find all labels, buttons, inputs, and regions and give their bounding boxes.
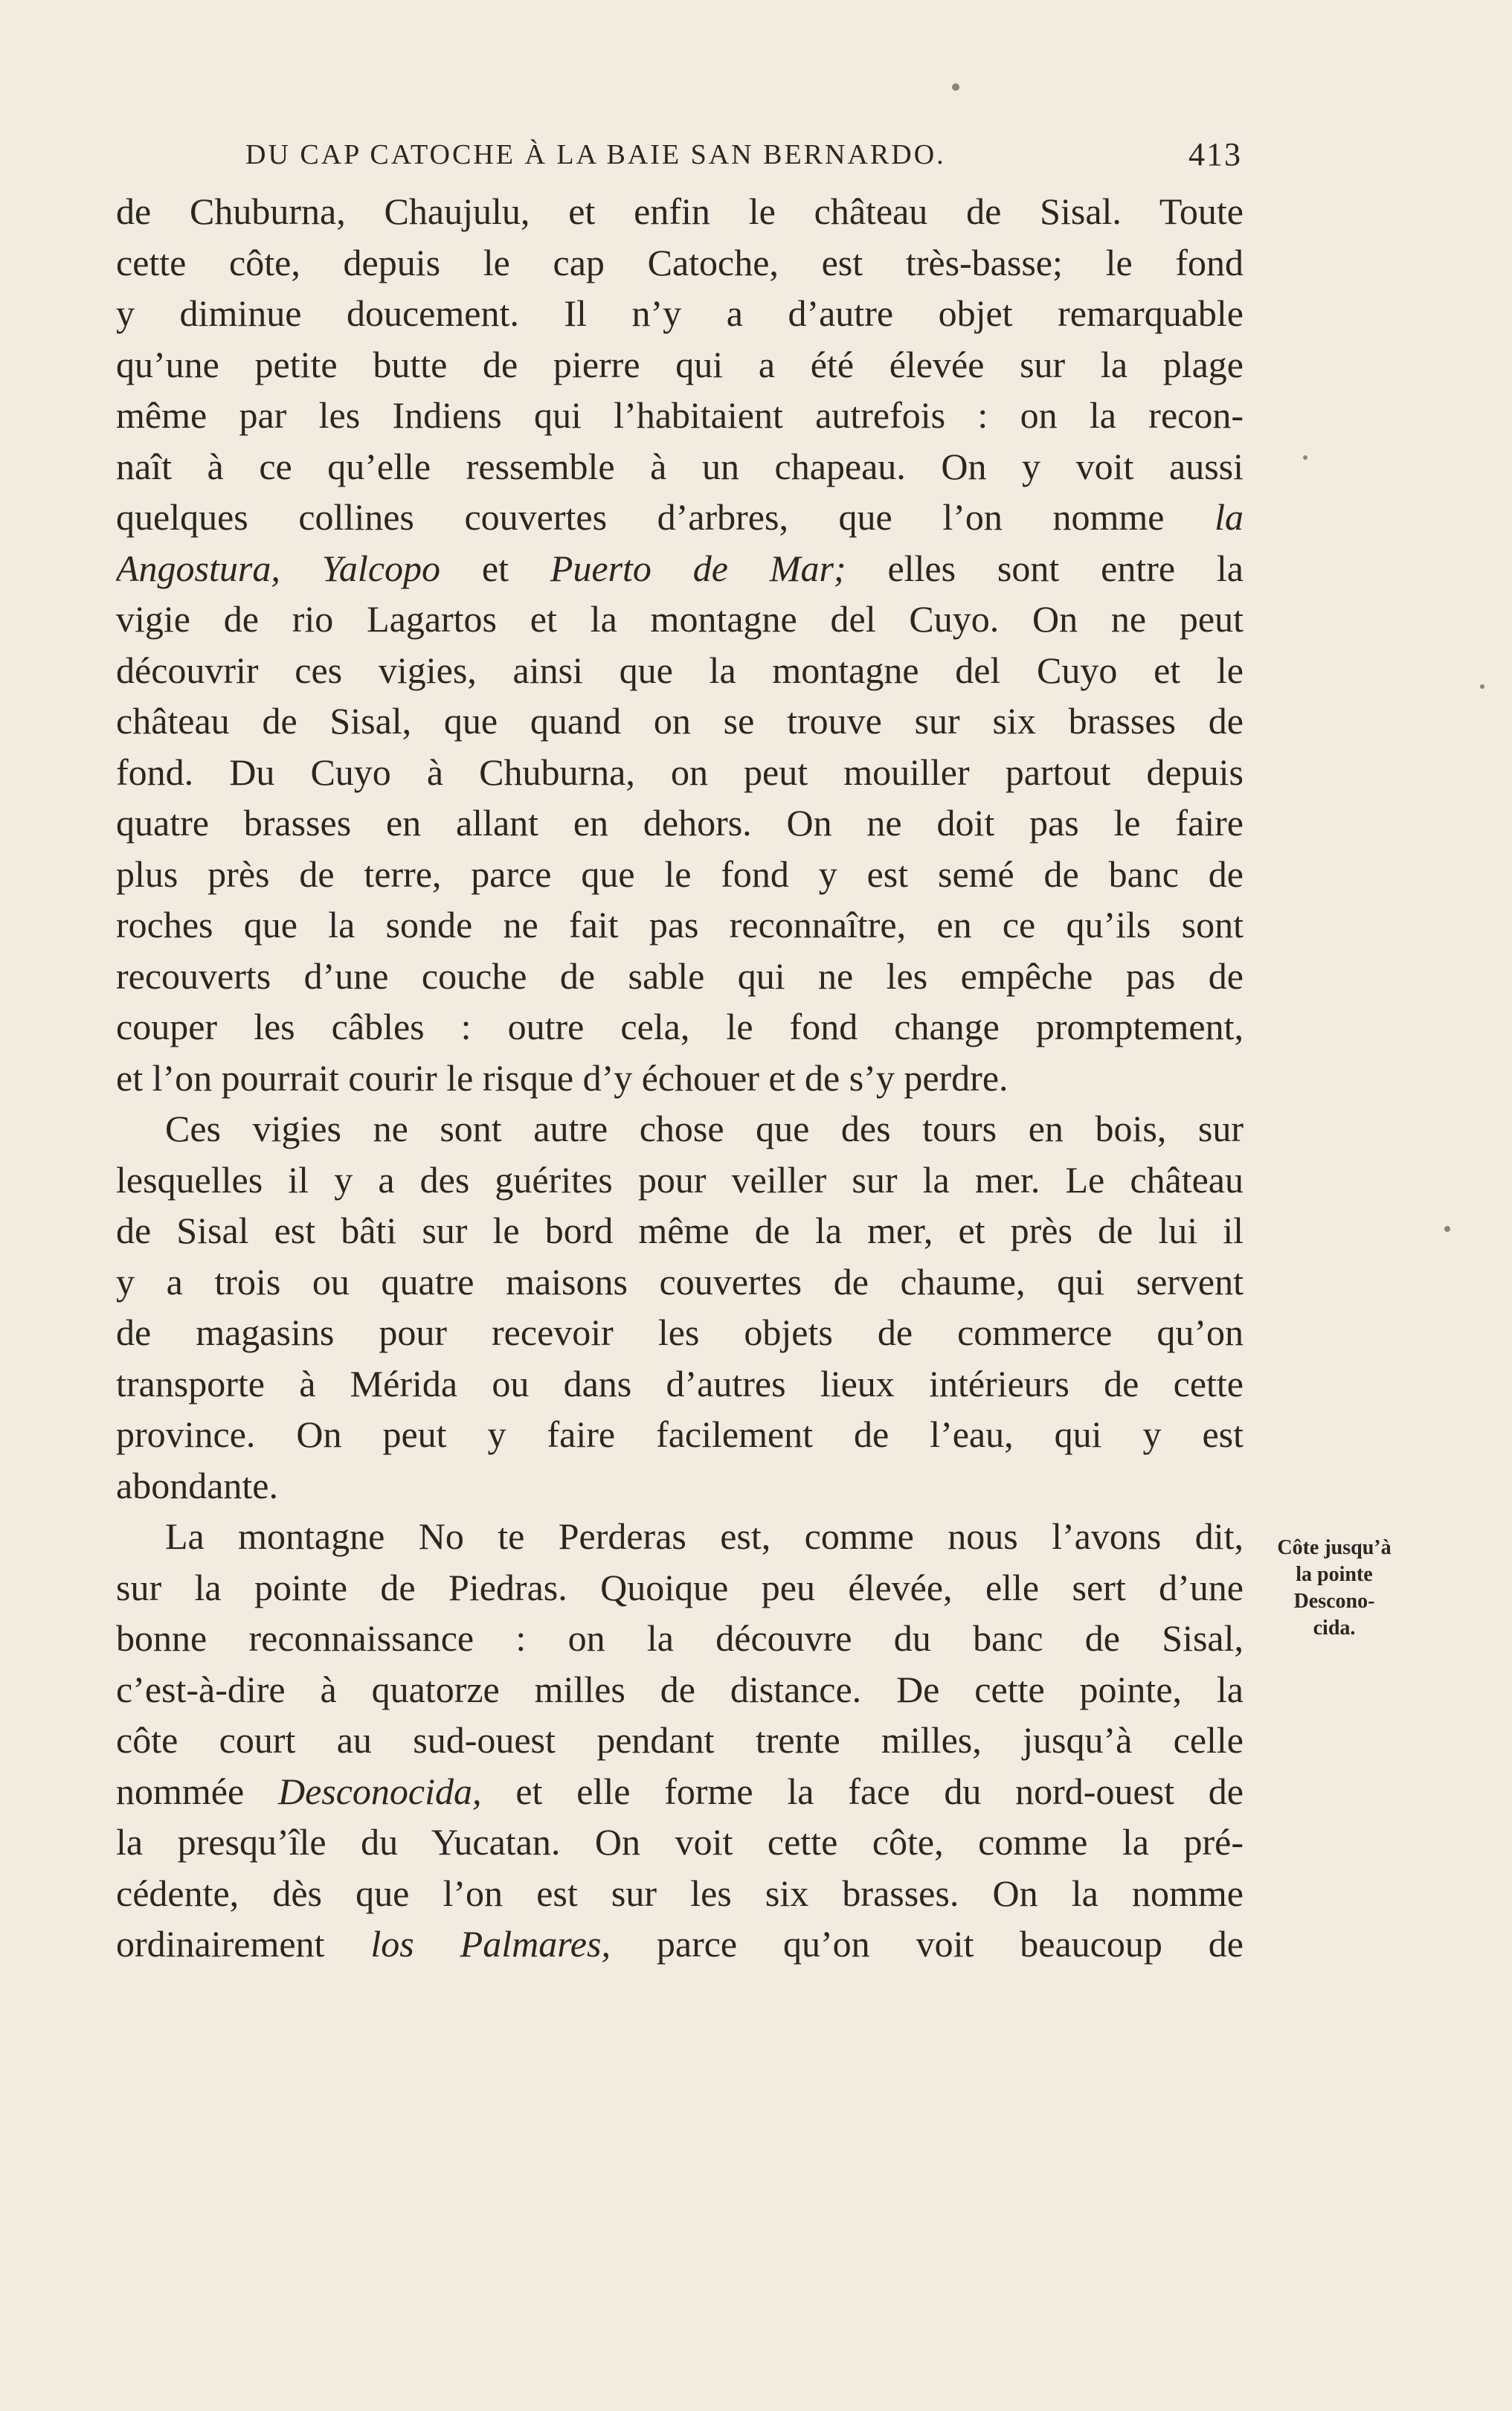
text-run: et elle forme la face du nord-ouest de xyxy=(515,1770,1244,1812)
text-line: recouverts d’une couche de sable qui ne les empêche pas de xyxy=(116,954,1244,997)
text-line: La montagne No te Perderas est, comme nous l’avons dit, xyxy=(165,1515,1244,1557)
body-text xyxy=(116,186,1244,1970)
margin-note-line: cida. xyxy=(1313,1617,1356,1640)
text-line xyxy=(116,492,1244,543)
text-line: qu’une petite butte de pierre qui a été élevée sur la plage xyxy=(116,343,1244,385)
text-line: château de Sisal, que quand on se trouve sur six brasses de xyxy=(116,700,1244,742)
text-run: elles sont entre la xyxy=(887,547,1244,589)
text-line: y a trois ou quatre maisons couvertes de chaume, qui servent xyxy=(116,1260,1244,1303)
text-run: nommée xyxy=(116,1770,245,1812)
italic-place-name: la xyxy=(1215,496,1244,538)
text-line: naît à ce qu’elle ressemble à un chapeau. On y voit aussi xyxy=(116,445,1244,487)
text-line: bonne reconnaissance : on la découvre du banc de Sisal, xyxy=(116,1617,1244,1659)
italic-place-name: Angostura, xyxy=(116,547,280,589)
text-line: abondante. xyxy=(116,1464,278,1506)
text-line: côte court au sud-ouest pendant trente milles, jusqu’à celle xyxy=(116,1719,1244,1761)
italic-place-name: Yalcopo xyxy=(321,547,441,589)
text-line xyxy=(116,1766,1244,1817)
text-line: lesquelles il y a des guérites pour veiller sur la mer. Le château xyxy=(116,1158,1244,1201)
italic-place-name: los Palmares, xyxy=(370,1923,611,1965)
margin-note-line: Descono- xyxy=(1293,1590,1375,1613)
page-header xyxy=(245,132,1242,177)
running-head: DU CAP CATOCHE À LA BAIE SAN BERNARDO. xyxy=(245,139,946,170)
paper-speck xyxy=(1480,684,1484,689)
text-run: et xyxy=(481,547,509,589)
text-line: la presqu’île du Yucatan. On voit cette côte, comme la pré- xyxy=(116,1821,1244,1863)
text-line: de Sisal est bâti sur le bord même de la mer, et près de lui il xyxy=(116,1210,1244,1251)
text-line: y diminue doucement. Il n’y a d’autre objet remarquable xyxy=(116,292,1244,334)
margin-note xyxy=(1260,1535,1409,1642)
text-line xyxy=(116,543,1244,594)
paper-speck xyxy=(952,83,959,91)
text-line: cédente, dès que l’on est sur les six brasses. On la nomme xyxy=(116,1872,1244,1914)
page-number: 413 xyxy=(1188,136,1242,173)
paper-speck xyxy=(1303,455,1307,460)
text-line: province. On peut y faire facilement de l’eau, qui y est xyxy=(116,1413,1244,1455)
text-line: cette côte, depuis le cap Catoche, est très-basse; le fond xyxy=(116,241,1244,283)
text-line: transporte à Mérida ou dans d’autres lieux intérieurs de cette xyxy=(116,1362,1244,1404)
text-line: quatre brasses en allant en dehors. On ne doit pas le faire xyxy=(116,802,1244,844)
text-line: même par les Indiens qui l’habitaient autrefois : on la recon- xyxy=(116,394,1244,436)
italic-place-name: Desconocida, xyxy=(277,1770,482,1812)
text-line: vigie de rio Lagartos et la montagne del Cuyo. On ne peut xyxy=(116,598,1244,640)
paper-speck xyxy=(1444,1226,1450,1232)
text-line: Ces vigies ne sont autre chose que des tours en bois, sur xyxy=(165,1108,1244,1149)
text-line: plus près de terre, parce que le fond y est semé de banc de xyxy=(116,853,1244,895)
margin-note-line: Côte jusqu’à xyxy=(1277,1536,1392,1559)
text-line: et l’on pourrait courir le risque d’y échouer et de s’y perdre. xyxy=(116,1056,1008,1099)
text-line xyxy=(116,1919,1244,1970)
text-line: de magasins pour recevoir les objets de commerce qu’on xyxy=(116,1312,1244,1353)
italic-place-name: Puerto de Mar; xyxy=(550,547,846,589)
margin-note-line: la pointe xyxy=(1296,1563,1373,1586)
text-line: découvrir ces vigies, ainsi que la montagne del Cuyo et le xyxy=(116,649,1244,691)
text-line: fond. Du Cuyo à Chuburna, on peut mouiller partout depuis xyxy=(116,751,1244,793)
text-run: ordinairement xyxy=(116,1923,325,1965)
text-run: quelques collines couvertes d’arbres, que l’on nomme xyxy=(116,496,1165,538)
text-run: parce qu’on voit beaucoup de xyxy=(656,1923,1244,1965)
text-line: roches que la sonde ne fait pas reconnaître, en ce qu’ils sont xyxy=(116,904,1244,946)
text-line: de Chuburna, Chaujulu, et enfin le château de Sisal. Toute xyxy=(116,190,1244,232)
text-line: sur la pointe de Piedras. Quoique peu élevée, elle sert d’une xyxy=(116,1566,1244,1608)
text-line: c’est-à-dire à quatorze milles de distance. De cette pointe, la xyxy=(116,1668,1244,1710)
text-line: couper les câbles : outre cela, le fond change promptement, xyxy=(116,1006,1244,1047)
